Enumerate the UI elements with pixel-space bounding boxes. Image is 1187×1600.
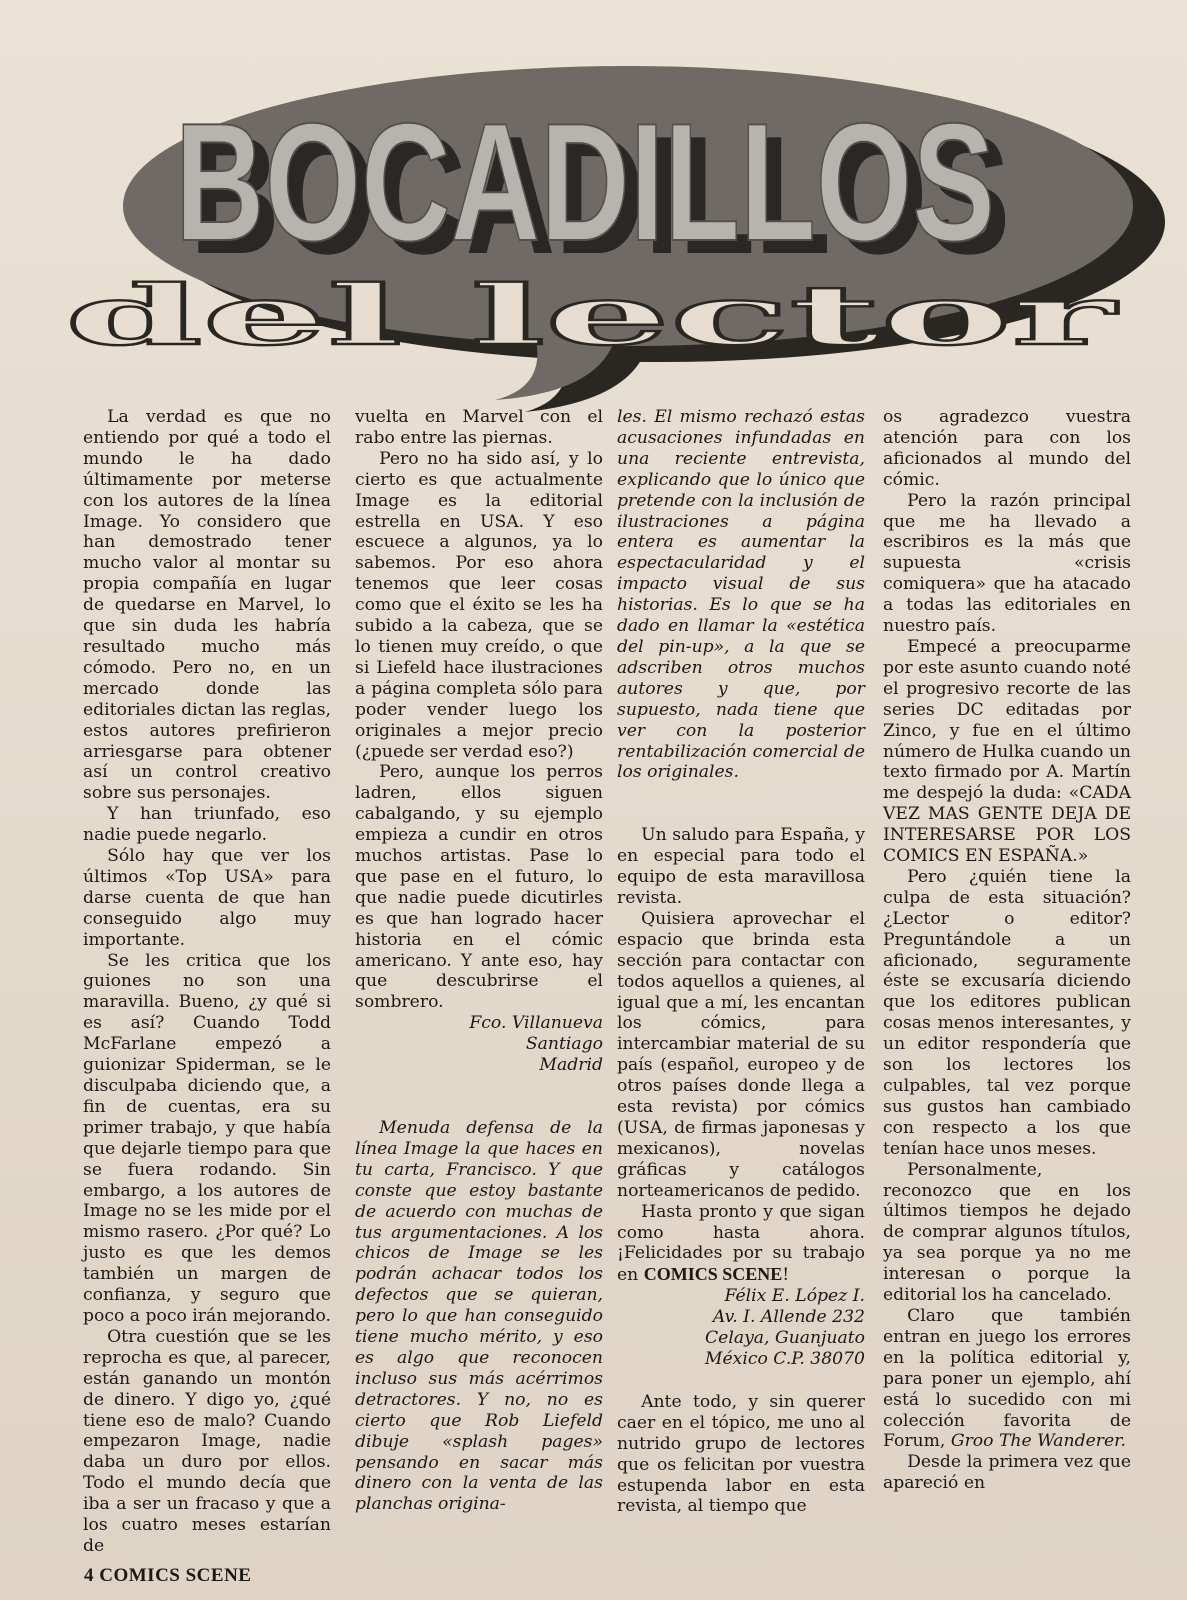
editor-reply: Menuda defensa de la línea Image la que haces en tu carta, Francisco. Y que conste que estoy bastante de acuerdo con muchas de tus argumentaciones. A los chicos de Image se les podrán achacar todos los defectos que se quieran, pero lo que han conseguido tiene mucho mérito, y eso es algo que reconocen incluso sus más acérrimos detractores. Y no, no es cierto que Rob Liefeld dibuje «splash pages» pensando en sacar más dinero con la venta de las planchas origina- [355, 1118, 603, 1515]
text-run: Hasta pronto y que sigan como hasta ahora. ¡Felicidades por su trabajo en [617, 1201, 865, 1286]
text-column-2 [355, 407, 603, 1515]
paragraph: Pero la razón principal que me ha llevado a escribiros es la más que supuesta «crisis comiquera» que ha atacado a todas las editoriales en nuestro país. [883, 490, 1131, 637]
magazine-name: COMICS SCENE [643, 1264, 783, 1285]
paragraph: Un saludo para España, y en especial para todo el equipo de esta maravillosa revista. [617, 825, 865, 909]
spacer [617, 783, 865, 825]
spacer [617, 1370, 865, 1392]
text-run: Claro que también entran en juego los errores en la política editorial y, para poner un ejemplo, ahí está lo sucedido con mi colección favorita de Forum, [883, 1305, 1131, 1452]
paragraph: Ante todo, y sin querer caer en el tópico, me uno al nutrido grupo de lectores que os felicitan por vuestra estupenda labor en esta revista, al tiempo que [617, 1391, 865, 1517]
text-run: ! [782, 1265, 790, 1286]
page-subtitle: del lector [65, 268, 1120, 364]
text-column-1 [83, 407, 331, 1557]
paragraph: os agradezco vuestra atención para con los aficionados al mundo del cómic. [883, 407, 1131, 490]
speech-balloon-graphic [0, 0, 1187, 420]
letter-signature: Fco. Villanueva Santiago Madrid [469, 1013, 603, 1076]
paragraph: Personalmente, reconozco que en los últimos tiempos he dejado de comprar algunos títulos, ya sea porque ya no me interesan o porque la editorial los ha cancelado. [883, 1159, 1131, 1306]
paragraph: Desde la primera vez que apareció en [883, 1452, 1131, 1494]
page-footer [84, 1565, 251, 1587]
paragraph [617, 1202, 865, 1287]
editor-reply-continued: les. El mismo rechazó estas acusaciones infundadas en una reciente entrevista, explicando que lo único que pretende con la inclusión de ilustraciones a página entera es aumentar la espectacularidad y el impacto visual de sus historias. Es lo que se ha dado en llamar la «estética del pin-up», a la que se adscriben otros muchos autores y que, por supuesto, nada tiene que ver con la posterior rentabilización comercial de los originales. [617, 407, 865, 783]
section-header [0, 0, 1187, 420]
paragraph: Pero ¿quién tiene la culpa de esta situación? ¿Lector o editor? Preguntándole a un aficionado, seguramente éste se excusaría diciendo que los editores publican cosas menos interesantes, y un editor respondería que son los lectores los culpables, tal vez porque sus gustos han cambiado con respecto a los que tenían hace unos meses. [883, 866, 1131, 1159]
paragraph: Y han triunfado, eso nadie puede negarlo. [83, 804, 331, 846]
page-number: 4 [84, 1565, 94, 1586]
paragraph: Sólo hay que ver los últimos «Top USA» para darse cuenta de que han conseguido algo muy importante. [83, 846, 331, 950]
paragraph: Pero, aunque los perros ladren, ellos siguen cabalgando, y su ejemplo empieza a cundir en otros muchos artistas. Pase lo que pase en el futuro, lo que nadie puede dicutirles es que han logrado hacer historia en el cómic americano. Y ante eso, hay que descubrirse el sombrero. [355, 762, 603, 1013]
paragraph: vuelta en Marvel con el rabo entre las piernas. [355, 407, 603, 448]
paragraph: Empecé a preocuparme por este asunto cuando noté el progresivo recorte de las series DC editadas por Zinco, y fue en el último número de Hulka cuando un texto firmado por A. Martín me despejó la duda: «CADA VEZ MAS GENTE DEJA DE INTERESARSE POR LOS COMICS EN ESPAÑA.» [883, 636, 1131, 867]
paragraph: La verdad es que no entiendo por qué a todo el mundo le ha dado últimamente por meterse con los autores de la línea Image. Yo considero que han demostrado tener mucho valor al montar su propia compañía en lugar de quedarse en Marvel, lo que sin duda les habría resultado mucho más cómodo. Pero no, en un mercado donde las editoriales dictan las reglas, estos autores prefirieron arriesgarse para obtener así un control creativo sobre sus personajes. [83, 407, 331, 804]
paragraph [883, 1306, 1131, 1452]
text-column-3 [617, 407, 865, 1517]
paragraph: Quisiera aprovechar el espacio que brinda esta sección para contactar con todos aquellos a quienes, al igual que a mí, les encantan los cómics, para intercambiar material de su país (español, europeo y de otros países donde llega a esta revista) por cómics (USA, de firmas japonesas y mexicanos), novelas gráficas y catálogos norteamericanos de pedido. [617, 908, 865, 1201]
comic-title: Groo The Wanderer. [950, 1431, 1126, 1452]
letter-signature: Félix E. López I. Av. I. Allende 232 Celaya, Guanjuato México C.P. 38070 [704, 1286, 865, 1369]
paragraph: Otra cuestión que se les reprocha es que, al parecer, están ganando un montón de dinero. Y digo yo, ¿qué tiene eso de malo? Cuando empezaron Image, nadie daba un duro por ellos. Todo el mundo decía que iba a ser un fracaso y que a los cuatro meses estarían de [83, 1326, 331, 1556]
paragraph: Se les critica que los guiones no son una maravilla. Bueno, ¿y qué si es así? Cuando Todd McFarlane empezó a guionizar Spiderman, se le disculpaba diciendo que, a fin de cuentas, era su primer trabajo, y que había que dejarle tiempo para que se fuera rodando. Sin embargo, a los autores de Image no se les mide por el mismo rasero. ¿Por qué? Lo justo es que les demos también un margen de confianza, y seguro que poco a poco irán mejorando. [83, 950, 331, 1326]
page-title: BOCADILLOS [175, 88, 995, 276]
spacer [355, 1076, 603, 1118]
text-column-4 [883, 407, 1131, 1494]
footer-magazine-name: COMICS SCENE [99, 1565, 252, 1586]
paragraph: Pero no ha sido así, y lo cierto es que actualmente Image es la editorial estrella en USA. Y eso escuece a algunos, ya lo sabemos. Por eso ahora tenemos que leer cosas como que el éxito se les ha subido a la cabeza, que se lo tienen muy creído, o que si Liefeld hace ilustraciones a página completa sólo para poder vender luego los originales a mejor precio (¿puede ser verdad eso?) [355, 448, 603, 762]
title-shadow: BOCADILLOS [190, 101, 1010, 289]
